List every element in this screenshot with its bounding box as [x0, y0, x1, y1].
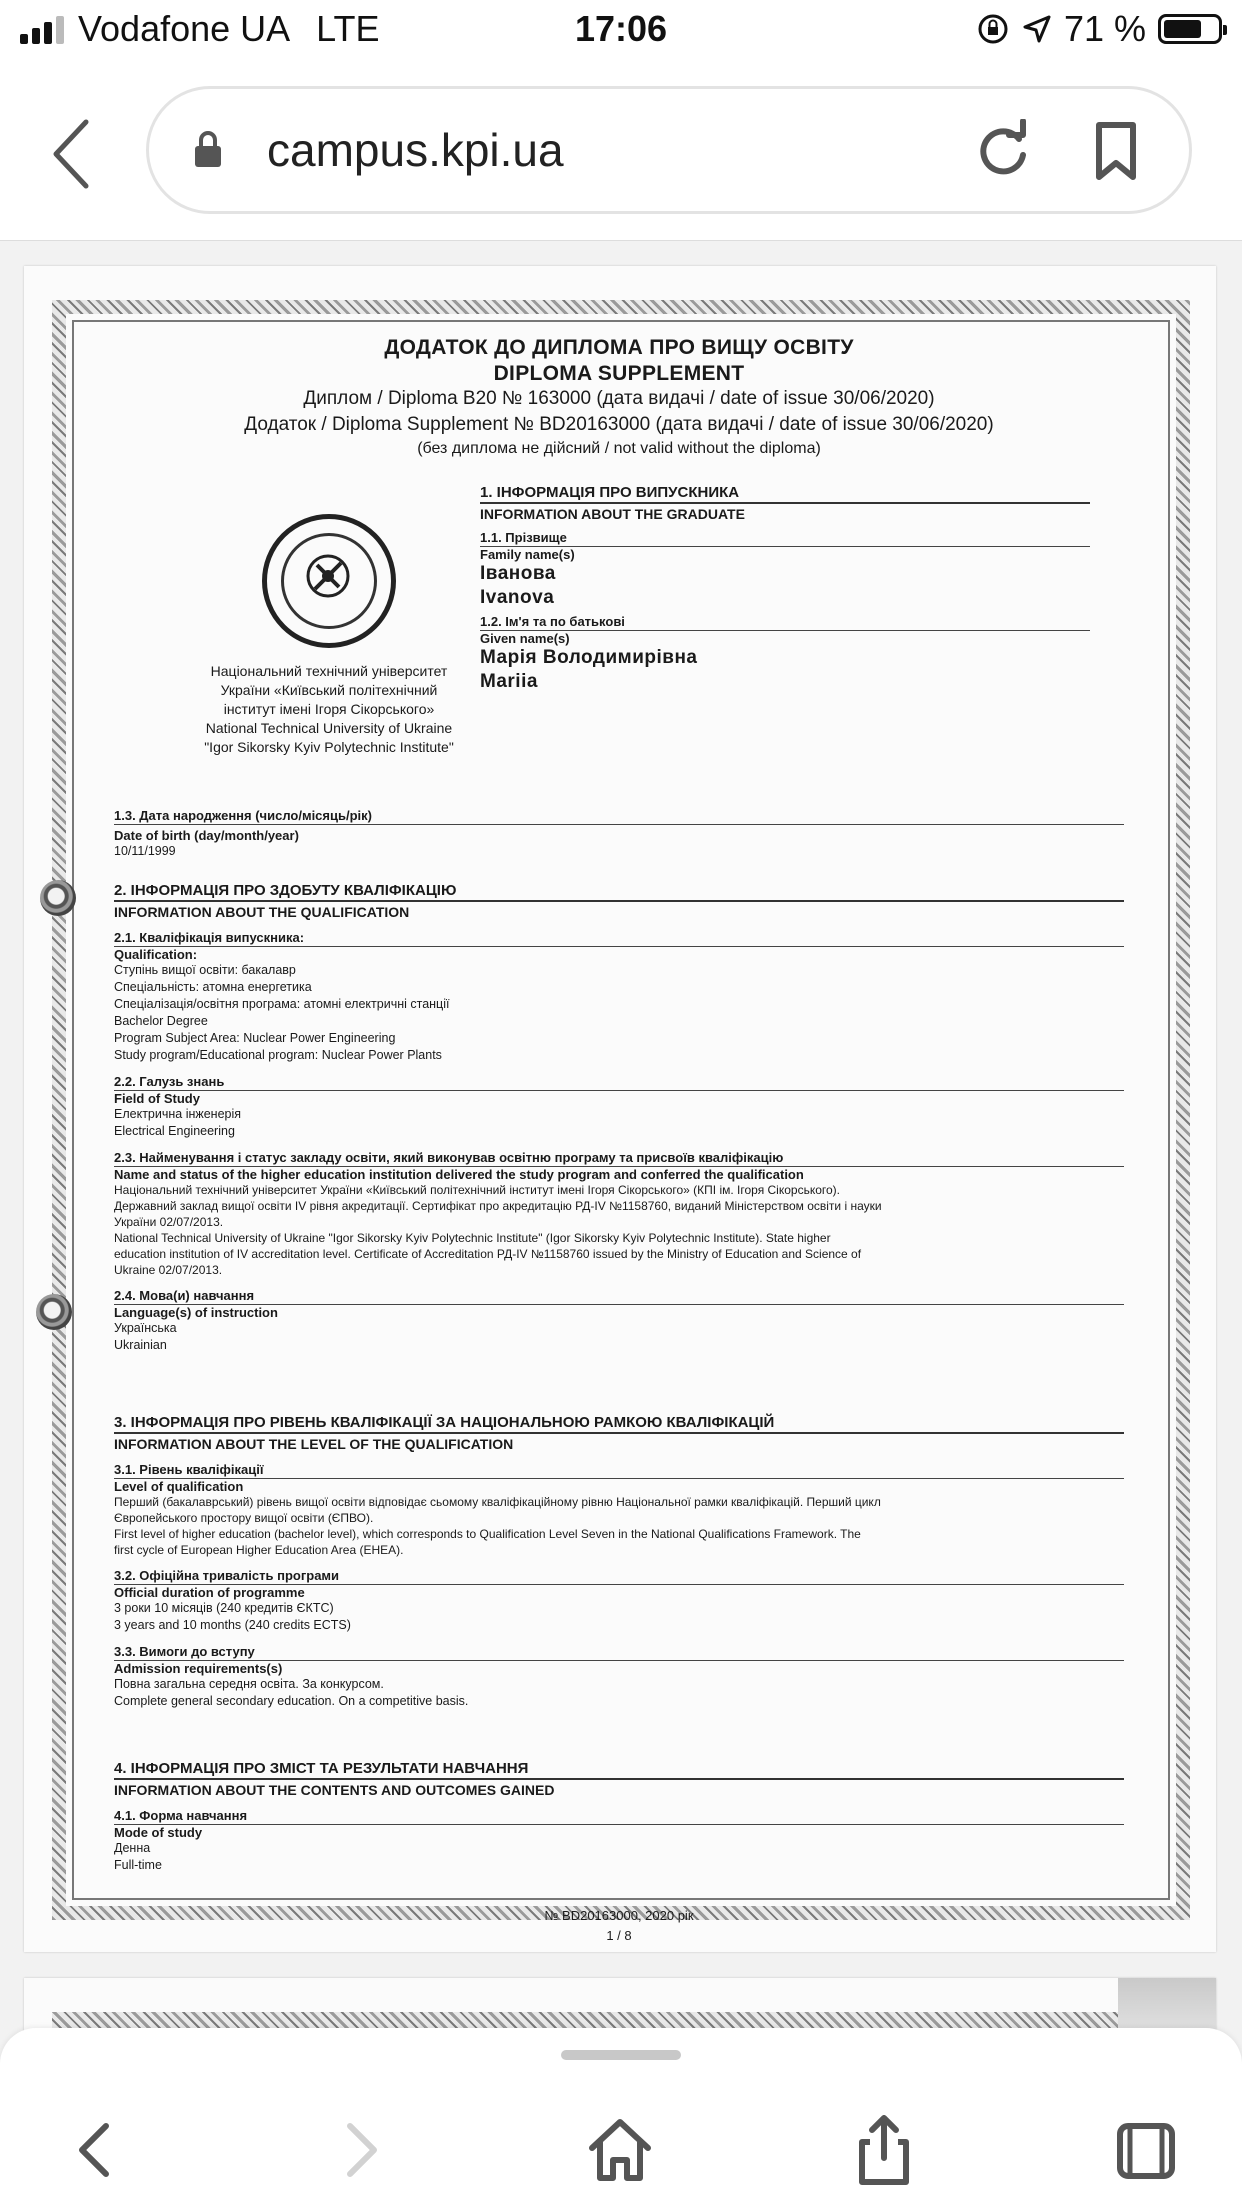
institution-line: України 02/07/2013. — [114, 1215, 224, 1229]
field-label-ua: 2.3. Найменування і статус закладу освіти, який виконував освітню програму та присвоїв кваліфікацію — [114, 1150, 1124, 1167]
section-graduate — [480, 484, 1090, 694]
field-label-ua: 1.2. Ім'я та по батькові — [480, 614, 1090, 631]
bookmark-icon[interactable] — [1091, 119, 1141, 183]
punch-hole — [36, 1294, 72, 1330]
language-line: Українська — [114, 1321, 177, 1335]
section-qualification — [114, 882, 1124, 1354]
level-line: Європейського простору вищої освіти (ЄПВО). — [114, 1511, 374, 1525]
section-title-en: INFORMATION ABOUT THE CONTENTS AND OUTCOMES GAINED — [114, 1782, 555, 1798]
supplement-line: Додаток / Diploma Supplement № BD20163000 (дата видачі / date of issue 30/06/2020) — [244, 414, 994, 435]
qualification-line: Спеціалізація/освітня програма: атомні електричні станції — [114, 997, 450, 1011]
status-right — [976, 8, 1222, 50]
section-level — [114, 1414, 1124, 1710]
network-type: LTE — [316, 8, 380, 49]
page-number: 1 / 8 — [606, 1928, 632, 1943]
qualification-line: Ступінь вищої освіти: бакалавр — [114, 963, 296, 977]
clock: 17:06 — [574, 8, 668, 49]
duration-line: 3 years and 10 months (240 credits ECTS) — [114, 1618, 351, 1632]
institution-line: Ukraine 02/07/2013. — [114, 1263, 223, 1277]
toolbar-grabber[interactable] — [561, 2050, 681, 2060]
section-title-ua: 3. ІНФОРМАЦІЯ ПРО РІВЕНЬ КВАЛІФІКАЦІЇ ЗА НАЦІОНАЛЬНОЮ РАМКОЮ КВАЛІФІКАЦІЙ — [114, 1414, 1124, 1434]
browser-navbar — [0, 62, 1242, 241]
level-line: first cycle of European Higher Education Area (EHEA). — [114, 1543, 404, 1557]
field-label-ua: 2.2. Галузь знань — [114, 1074, 1124, 1091]
field-label-ua: 1.1. Прізвище — [480, 530, 1090, 547]
field-label-en: Level of qualification — [114, 1479, 244, 1494]
field-label-ua: 3.3. Вимоги до вступу — [114, 1644, 1124, 1661]
given-name-ua: Марія Володимирівна — [480, 647, 698, 668]
status-bar — [0, 0, 1242, 62]
field-label-en: Given name(s) — [480, 631, 570, 646]
diploma-line: Диплом / Diploma B20 № 163000 (дата видачі / date of issue 30/06/2020) — [303, 388, 935, 409]
field-label-en: Family name(s) — [480, 547, 575, 562]
field-label-ua: 2.1. Кваліфікація випускника: — [114, 930, 1124, 947]
family-name-en: Ivanova — [480, 587, 555, 608]
family-name-ua: Іванова — [480, 563, 556, 584]
university-line: National Technical University of Ukraine — [205, 720, 453, 736]
field-label-en: Language(s) of instruction — [114, 1305, 278, 1320]
university-line: України «Київський політехнічний — [220, 682, 438, 698]
document-page — [24, 266, 1216, 1952]
forward-icon[interactable] — [320, 2110, 400, 2190]
field-label-en: Admission requirements(s) — [114, 1661, 283, 1676]
field-label-en: Date of birth (day/month/year) — [114, 828, 299, 843]
university-line: "Igor Sikorsky Kyiv Polytechnic Institute" — [204, 739, 454, 755]
language-line: Ukrainian — [114, 1338, 167, 1352]
home-icon[interactable] — [580, 2110, 660, 2190]
section-contents — [114, 1760, 1124, 1874]
given-name-en: Mariia — [480, 671, 538, 692]
reload-icon[interactable] — [973, 119, 1033, 183]
back-icon[interactable] — [46, 114, 96, 194]
section-title-ua: 1. ІНФОРМАЦІЯ ПРО ВИПУСКНИКА — [480, 484, 1090, 504]
field-of-study-line: Electrical Engineering — [114, 1124, 235, 1138]
admission-line: Complete general secondary education. On a competitive basis. — [114, 1694, 469, 1708]
document-title-en: DIPLOMA SUPPLEMENT — [493, 362, 745, 385]
field-label-ua: 2.4. Мова(и) навчання — [114, 1288, 1124, 1305]
field-label-ua: 1.3. Дата народження (число/місяць/рік) — [114, 808, 1124, 825]
field-of-study-line: Електрична інженерія — [114, 1107, 242, 1121]
section-title-ua: 2. ІНФОРМАЦІЯ ПРО ЗДОБУТУ КВАЛІФІКАЦІЮ — [114, 882, 1124, 902]
punch-hole — [40, 880, 76, 916]
url-text[interactable]: campus.kpi.ua — [267, 124, 564, 176]
institution-line: National Technical University of Ukraine "Igor Sikorsky Kyiv Polytechnic Institute" (Igor Sikorsky Kyiv Polytechnic Institute). State higher — [114, 1231, 831, 1245]
qualification-line: Спеціальність: атомна енергетика — [114, 980, 312, 994]
qualification-line: Program Subject Area: Nuclear Power Engineering — [114, 1031, 396, 1045]
section-title-en: INFORMATION ABOUT THE QUALIFICATION — [114, 904, 410, 920]
field-label-ua: 4.1. Форма навчання — [114, 1808, 1124, 1825]
mode-line: Full-time — [114, 1858, 162, 1872]
university-seal — [262, 514, 396, 648]
orientation-lock-icon — [976, 12, 1010, 46]
field-label-ua: 3.1. Рівень кваліфікації — [114, 1462, 1124, 1479]
field-label-en: Official duration of programme — [114, 1585, 305, 1600]
field-label-ua: 3.2. Офіційна тривалість програми — [114, 1568, 1124, 1585]
tabs-icon[interactable] — [1106, 2110, 1186, 2190]
field-date-of-birth — [114, 808, 1124, 860]
browser-toolbar — [0, 2028, 1242, 2208]
battery-percent: 71 % — [1063, 8, 1146, 49]
field-label-en: Mode of study — [114, 1825, 203, 1840]
section-title-en: INFORMATION ABOUT THE LEVEL OF THE QUALIFICATION — [114, 1436, 514, 1452]
university-line: Національний технічний університет — [210, 663, 448, 679]
institution-line: education institution of IV accreditation level. Certificate of Accreditation РД-IV №1158760 issued by the Ministry of Education and Science of — [114, 1247, 862, 1261]
university-line: інститут імені Ігоря Сікорського» — [223, 701, 435, 717]
qualification-line: Study program/Educational program: Nuclear Power Plants — [114, 1048, 442, 1062]
level-line: Перший (бакалаврський) рівень вищої освіти відповідає сьомому кваліфікаційному рівню Національної рамки кваліфікацій. Перший цикл — [114, 1495, 881, 1509]
date-of-birth: 10/11/1999 — [114, 844, 176, 858]
validity-line: (без диплома не дійсний / not valid without the diploma) — [417, 440, 821, 457]
document-title-ua: ДОДАТОК ДО ДИПЛОМА ПРО ВИЩУ ОСВІТУ — [384, 336, 854, 359]
battery-fill — [1164, 20, 1201, 38]
carrier-name: Vodafone UA — [78, 8, 291, 49]
back-icon[interactable] — [56, 2110, 136, 2190]
seal-emblem-icon — [305, 553, 351, 599]
battery-icon — [1158, 14, 1222, 44]
share-icon[interactable] — [844, 2110, 924, 2190]
section-title-en: INFORMATION ABOUT THE GRADUATE — [480, 506, 745, 522]
address-bar[interactable] — [146, 86, 1192, 214]
section-title-ua: 4. ІНФОРМАЦІЯ ПРО ЗМІСТ ТА РЕЗУЛЬТАТИ НАВЧАННЯ — [114, 1760, 1124, 1780]
institution-line: Державний заклад вищої освіти IV рівня акредитації. Сертифікат про акредитацію РД-IV №1158760, виданий Міністерством освіти і науки — [114, 1199, 882, 1213]
document-number: № BD20163000, 2020 рік — [544, 1908, 694, 1923]
duration-line: 3 роки 10 місяців (240 кредитів ЄКТС) — [114, 1601, 334, 1615]
qualification-line: Bachelor Degree — [114, 1014, 208, 1028]
lock-icon — [193, 129, 223, 169]
location-arrow-icon — [1022, 14, 1052, 44]
institution-line: Національний технічний університет України «Київський політехнічний інститут імені Ігоря Сікорського» (КПІ ім. Ігоря Сікорського). — [114, 1183, 841, 1197]
admission-line: Повна загальна середня освіта. За конкурсом. — [114, 1677, 384, 1691]
field-label-en: Name and status of the higher education institution delivered the study program and conferred the qualification — [114, 1167, 804, 1182]
level-line: First level of higher education (bachelor level), which corresponds to Qualification Level Seven in the National Qualifications Framework. The — [114, 1527, 861, 1541]
field-label-en: Qualification: — [114, 947, 198, 962]
mode-line: Денна — [114, 1841, 151, 1855]
field-label-en: Field of Study — [114, 1091, 200, 1106]
